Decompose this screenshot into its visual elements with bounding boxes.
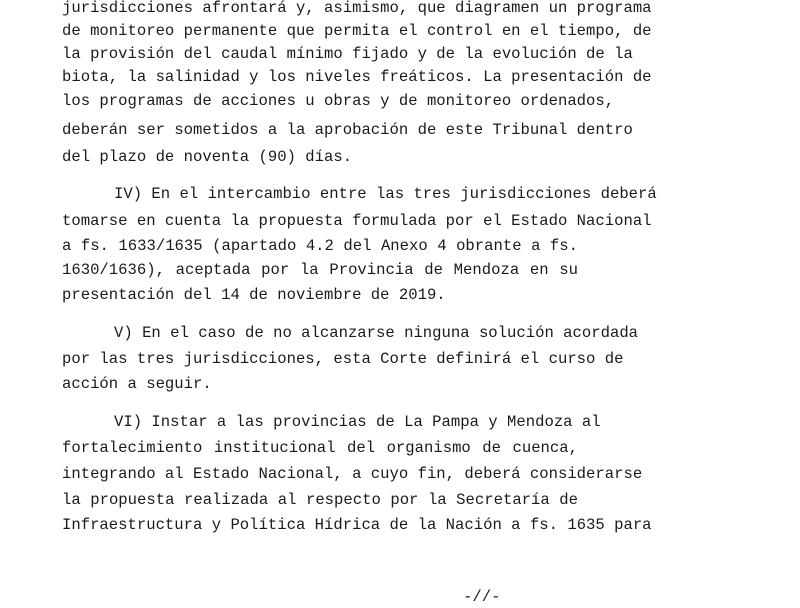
text-line: presentación del 14 de noviembre de 2019. bbox=[62, 286, 446, 304]
text-line: jurisdicciones afrontará y, asimismo, que diagramen un programa bbox=[62, 0, 652, 17]
text-line: la propuesta realizada al respecto por la Secretaría de bbox=[62, 491, 578, 509]
continuation-mark: -//- bbox=[463, 588, 501, 606]
text-line: los programas de acciones u obras y de monitoreo ordenados, bbox=[62, 92, 615, 110]
text-line: 1630/1636), aceptada por la Provincia de Mendoza en su bbox=[62, 261, 578, 279]
text-line: deberán ser sometidos a la aprobación de este Tribunal dentro bbox=[62, 121, 633, 139]
text-line: integrando al Estado Nacional, a cuyo fin, deberá considerarse bbox=[62, 465, 643, 483]
text-line: la provisión del caudal mínimo fijado y de la evolución de la bbox=[62, 45, 633, 63]
text-line: acción a seguir. bbox=[62, 375, 212, 393]
text-line: biota, la salinidad y los niveles freáticos. La presentación de bbox=[62, 68, 652, 86]
text-line: tomarse en cuenta la propuesta formulada por el Estado Nacional bbox=[62, 212, 652, 230]
text-line: por las tres jurisdicciones, esta Corte definirá el curso de bbox=[62, 350, 624, 368]
text-line: del plazo de noventa (90) días. bbox=[62, 148, 353, 166]
text-line: a fs. 1633/1635 (apartado 4.2 del Anexo 4 obrante a fs. bbox=[62, 237, 578, 255]
text-line: Infraestructura y Política Hídrica de la Nación a fs. 1635 para bbox=[62, 516, 652, 534]
text-line: fortalecimiento institucional del organismo de cuenca, bbox=[62, 439, 578, 457]
paragraph-iv-first-line: IV) En el intercambio entre las tres jurisdicciones deberá bbox=[114, 185, 657, 203]
paragraph-v-first-line: V) En el caso de no alcanzarse ninguna solución acordada bbox=[114, 324, 639, 342]
paragraph-vi-first-line: VI) Instar a las provincias de La Pampa y Mendoza al bbox=[114, 413, 601, 431]
text-line: de monitoreo permanente que permita el control en el tiempo, de bbox=[62, 22, 652, 40]
